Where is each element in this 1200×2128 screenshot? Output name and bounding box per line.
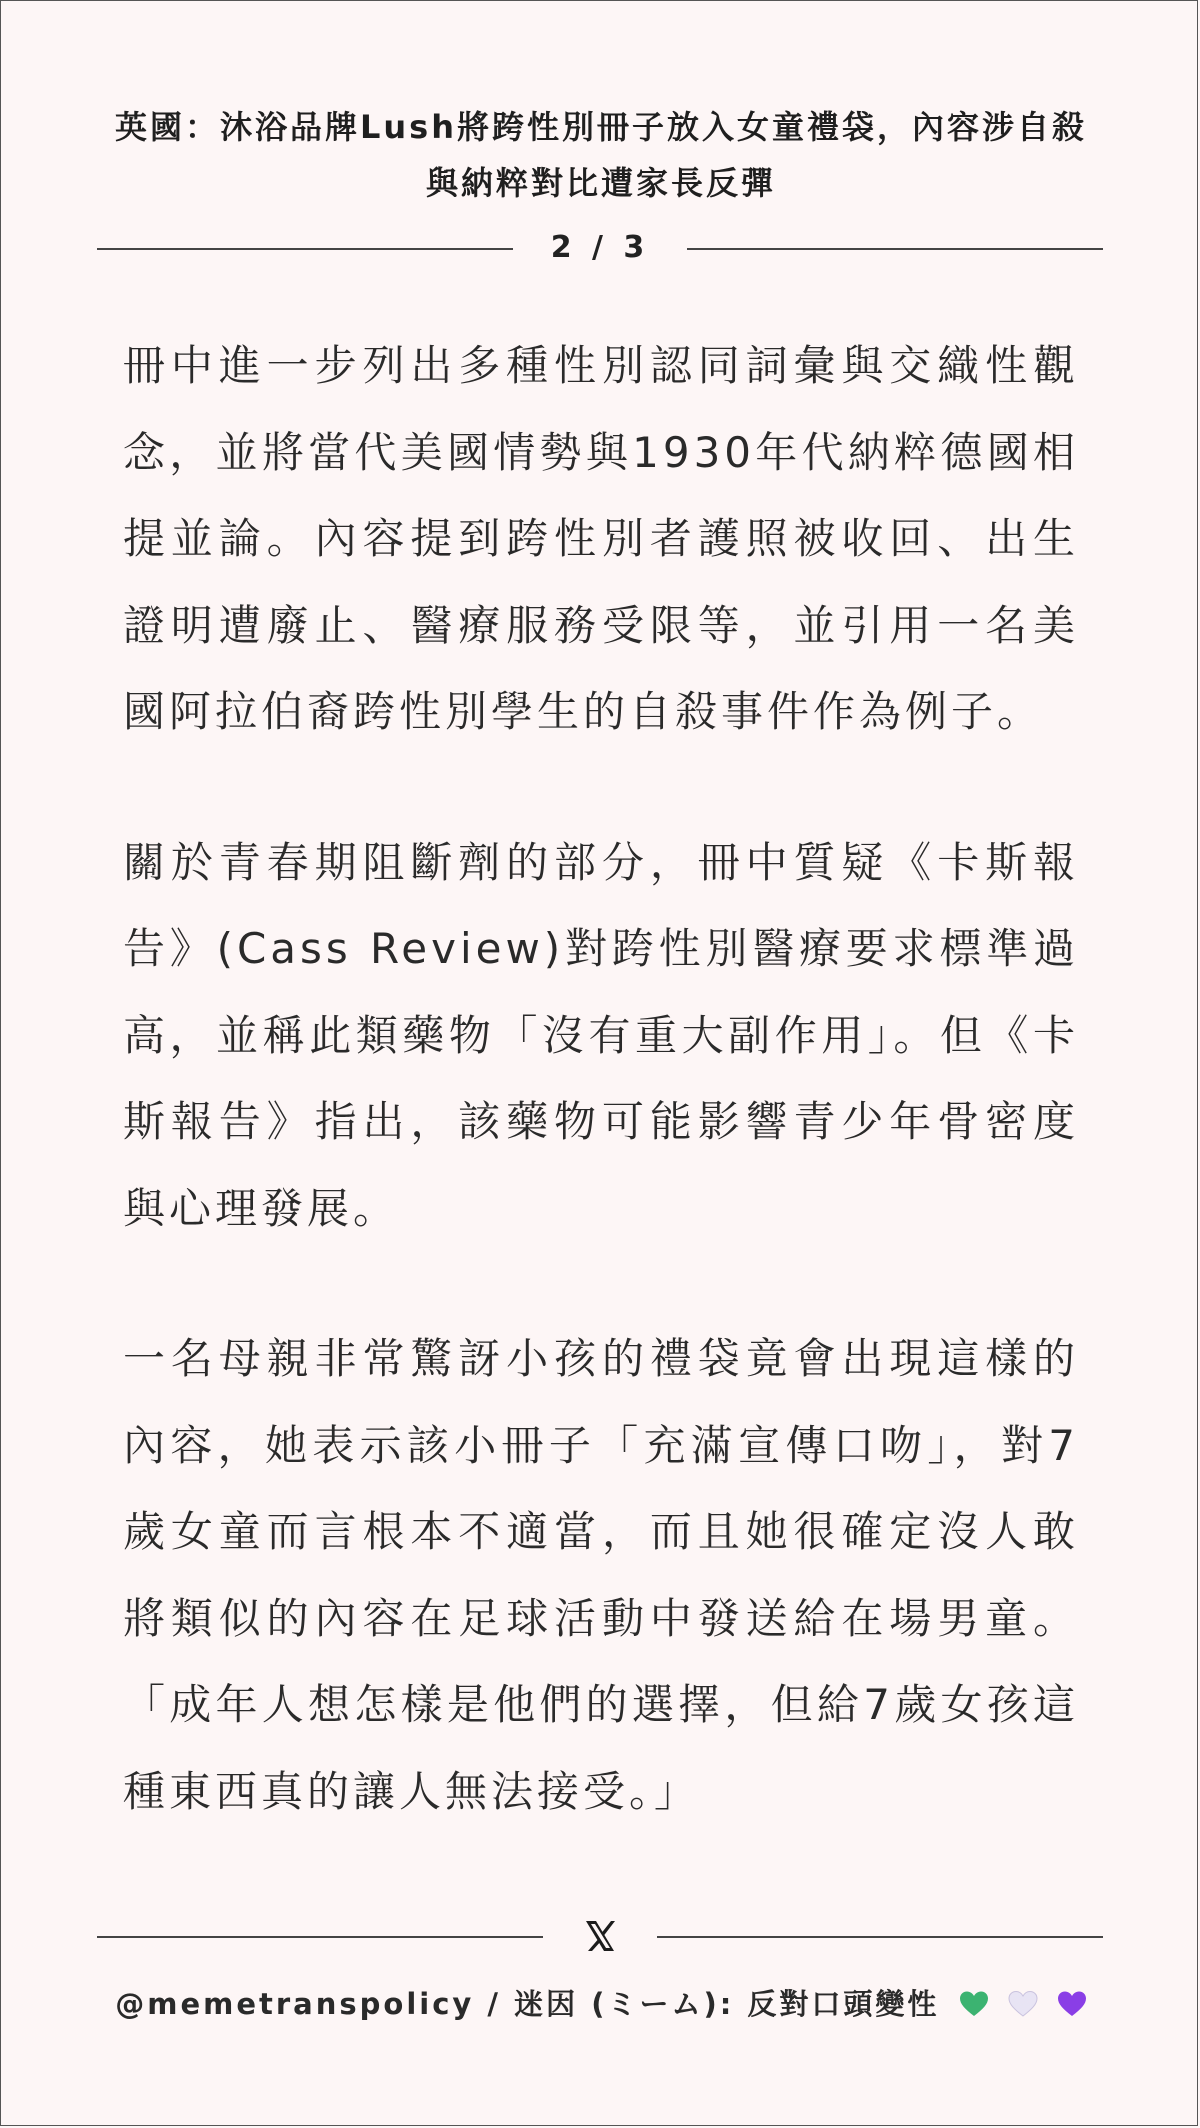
purple-heart-icon (1057, 1990, 1087, 2018)
green-heart-icon (959, 1990, 989, 2018)
footer-divider-right (657, 1936, 1103, 1938)
article-headline: 英國：沐浴品牌Lush將跨性別冊子放入女童禮袋，內容涉自殺與納粹對比遭家長反彈 (114, 108, 1087, 202)
white-heart-icon (1008, 1990, 1038, 2018)
divider-right (687, 248, 1103, 250)
divider-left (97, 248, 513, 250)
x-logo-icon (580, 1916, 620, 1956)
article-body (123, 323, 1079, 1899)
paragraph-1: 冊中進一步列出多種性別認同詞彙與交織性觀念，並將當代美國情勢與1930年代納粹德國相提並論。內容提到跨性別者護照被收回、出生證明遭廢止、醫療服務受限等，並引用一名美國阿拉伯裔跨性別學生的自殺事件作為例子。 (123, 341, 1079, 736)
page-indicator: 2 / 3 (550, 230, 650, 265)
footer-divider (97, 1911, 1103, 1961)
paragraph-2: 關於青春期阻斷劑的部分，冊中質疑《卡斯報告》(Cass Review)對跨性別醫療要求標準過高，並稱此類藥物「沒有重大副作用」。但《卡斯報告》指出，該藥物可能影響青少年骨密度與心理發展。 (123, 837, 1079, 1233)
footer-divider-left (97, 1936, 543, 1938)
footer-credit (101, 1979, 1101, 2029)
account-handle: @memetranspolicy / 迷因 (ミーム): 反對口頭變性 (115, 1987, 940, 2021)
page-indicator-bar (97, 223, 1103, 273)
paragraph-3: 一名母親非常驚訝小孩的禮袋竟會出現這樣的內容，她表示該小冊子「充滿宣傳口吻」，對7歲女童而言根本不適當，而且她很確定沒人敢將類似的內容在足球活動中發送給在場男童。「成年人想怎樣是他們的選擇，但給7歲女孩這種東西真的讓人無法接受。」 (123, 1334, 1079, 1816)
